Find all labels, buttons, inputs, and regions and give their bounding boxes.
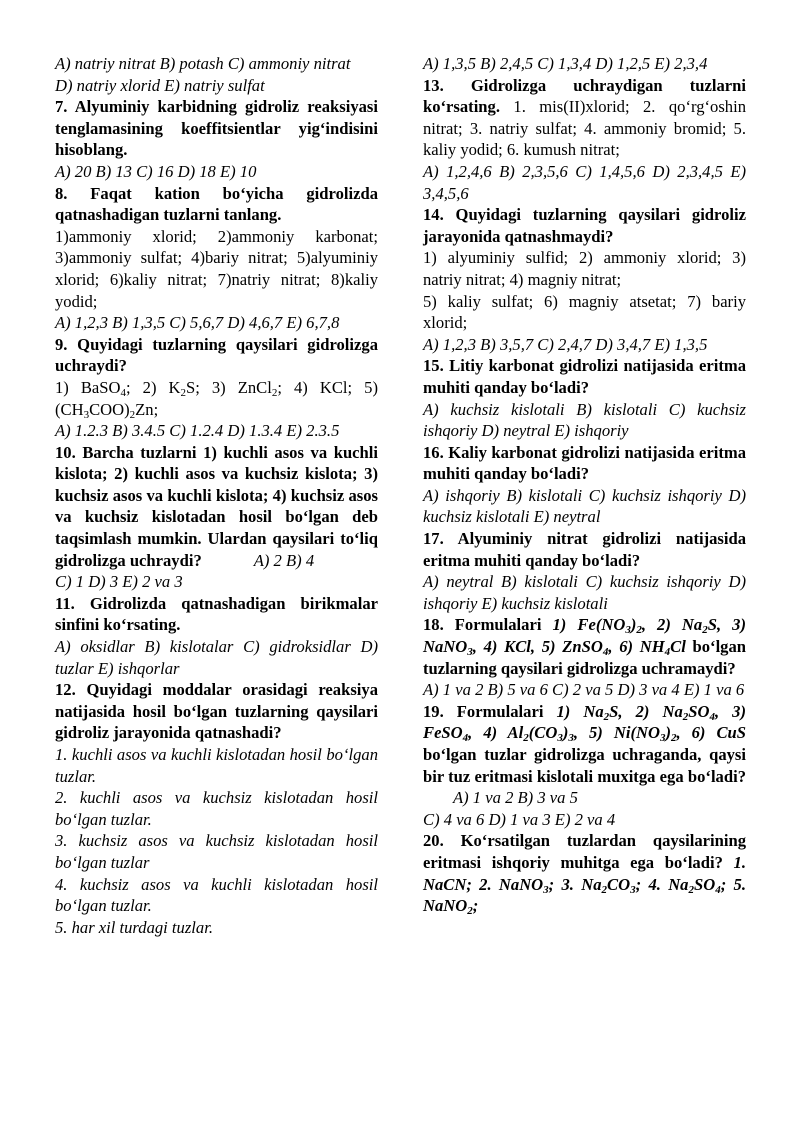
q12-answers: A) 1,3,5 B) 2,4,5 C) 1,3,4 D) 1,2,5 E) 2,3,4 — [423, 54, 708, 73]
q7-answers: A) 20 B) 13 C) 16 D) 18 E) 10 — [55, 161, 257, 181]
q9-answers: A) 1.2.3 B) 3.4.5 C) 1.2.4 D) 1.3.4 E) 2.3.5 — [55, 421, 340, 441]
question-11: 11. Gidrolizda qatnashadigan birikmalar sinfini ko‘rsating. — [55, 593, 378, 635]
q19-answers: C) 4 va 6 D) 1 va 3 E) 2 va 4 — [423, 809, 616, 829]
q14-items-2: 5) kaliy sulfat; 6) magniy atsetat; 7) bariy xlorid; — [423, 291, 746, 333]
q12-option-1: 1. kuchli asos va kuchli kislotadan hosil bo‘lgan tuzlar. — [55, 745, 378, 786]
q17-answers: A) neytral B) kislotali C) kuchsiz ishqoriy D) ishqoriy E) kuchsiz kislotali — [423, 572, 746, 613]
q15-answers: A) kuchsiz kislotali B) kislotali C) kuchsiz ishqoriy D) neytral E) ishqoriy — [423, 399, 746, 441]
question-13: 13. Gidrolizga uchraydigan tuzlarni ko‘rsating. 1. mis(II)xlorid; 2. qo‘rg‘oshin nitrat; 3. natriy sulfat; 4. ammoniy bromid; 5. kaliy yodid; 6. kumush nitrat; — [423, 75, 746, 160]
q14-items-1: 1) alyuminiy sulfid; 2) ammoniy xlorid; 3) natriy nitrat; 4) magniy nitrat; — [423, 248, 746, 289]
question-18: 18. Formulalari 1) $Fe(NO_3)_2$, 2) $Na_2S$, 3) NaNO$_3$, 4) KCl, 5) ZnSO$_4$, 6) $NH_4Cl$ bo‘lgan tuzlarning qaysilari gidrolizga uchramaydi? — [423, 615, 747, 678]
q6-answers: A) natriy nitrat B) potash C) ammoniy nitrat — [55, 54, 351, 73]
q11-answers: A) oksidlar B) kislotalar C) gidroksidlar D) tuzlar E) ishqorlar — [55, 637, 378, 678]
right-column — [423, 53, 746, 917]
q9-items: 1) BaSO$_4$; 2) $K_2S$; 3) ZnCl$_2$; 4) KCl; 5) $(CH_3COO)_2Zn$; — [55, 377, 378, 421]
q12-option-3: 3. kuchsiz asos va kuchsiz kislotadan hosil bo‘lgan tuzlar — [55, 831, 378, 872]
question-8: 8. Faqat kation bo‘yicha gidrolizda qatnashadigan tuzlarni tanlang. — [55, 183, 378, 225]
question-15: 15. Litiy karbonat gidrolizi natijasida eritma muhiti qanday bo‘ladi? — [423, 356, 746, 397]
left-column — [55, 53, 378, 938]
q12-option-2: 2. kuchli asos va kuchsiz kislotadan hosil bo‘lgan tuzlar. — [55, 788, 378, 829]
q12-option-4: 4. kuchsiz asos va kuchli kislotadan hosil bo‘lgan tuzlar. — [55, 874, 378, 916]
q8-answers: A) 1,2,3 B) 1,3,5 C) 5,6,7 D) 4,6,7 E) 6,7,8 — [55, 313, 340, 333]
question-17: 17. Alyuminiy nitrat gidrolizi natijasida eritma muhiti qanday bo‘ladi? — [423, 529, 746, 570]
question-12: 12. Quyidagi moddalar orasidagi reaksiya natijasida hosil bo‘lgan tuzlarning qaysilari gidroliz jarayonida qatnashadi? — [55, 680, 378, 743]
question-19: 19. Formulalari 1) $Na_2S$, 2) $Na_2SO_4$, 3) FeSO$_4$, 4) $Al_2(CO_3)_3$, 5) $Ni(NO_3)_2$, 6) CuS bo‘lgan tuzlar gidrolizga uchraganda, qaysi bir tuz eritmasi kislotali muxitga ega bo‘ladi?A) 1 va 2 B) 3 va 5 — [423, 701, 746, 808]
q13-answers: A) 1,2,4,6 B) 2,3,5,6 C) 1,4,5,6 D) 2,3,4,5 E) 3,4,5,6 — [423, 161, 746, 203]
q18-answers: A) 1 va 2 B) 5 va 6 C) 2 va 5 D) 3 va 4 E) 1 va 6 — [423, 680, 745, 700]
question-10: 10. Barcha tuzlarni 1) kuchli asos va kuchli kislota; 2) kuchli asos va kuchsiz kislota; 3) kuchsiz asos va kuchli kislota; 4) kuchsiz asos va kuchsiz kislotadan hosil bo‘lgan deb taqsimlash mumkin. Ulardan qaysilari to‘liq gidrolizga uchraydi? A) 2 B) 4 — [55, 442, 378, 570]
q10-answers: C) 1 D) 3 E) 2 va 3 — [55, 572, 183, 592]
q14-answers: A) 1,2,3 B) 3,5,7 C) 2,4,7 D) 3,4,7 E) 1,3,5 — [423, 334, 708, 354]
question-14: 14. Quyidagi tuzlarning qaysilari gidroliz jarayonida qatnashmaydi? — [423, 205, 746, 246]
q6-answers-cont: D) natriy xlorid E) natriy sulfat — [55, 75, 265, 95]
q12-option-5: 5. har xil turdagi tuzlar. — [55, 917, 213, 937]
q16-answers: A) ishqoriy B) kislotali C) kuchsiz ishqoriy D) kuchsiz kislotali E) neytral — [423, 485, 746, 527]
question-20: 20. Ko‘rsatilgan tuzlardan qaysilarining eritmasi ishqoriy muhitga ega bo‘ladi? 1. NaCN; 2. NaNO$_3$; 3. $Na_2CO_3$; 4. $Na_2SO_4$; 5. NaNO$_2$; — [423, 831, 746, 918]
question-7: 7. Alyuminiy karbidning gidroliz reaksiyasi tenglamasining koeffitsientlar yig‘indisini hisoblang. — [55, 97, 378, 160]
question-16: 16. Kaliy karbonat gidrolizi natijasida eritma muhiti qanday bo‘ladi? — [423, 442, 746, 484]
q8-items: 1)ammoniy xlorid; 2)ammoniy karbonat; 3)ammoniy sulfat; 4)bariy nitrat; 5)alyuminiy xlorid; 6)kaliy nitrat; 7)natriy nitrat; 8)kaliy yodid; — [55, 226, 378, 311]
question-9: 9. Quyidagi tuzlarning qaysilari gidrolizga uchraydi? — [55, 334, 378, 376]
